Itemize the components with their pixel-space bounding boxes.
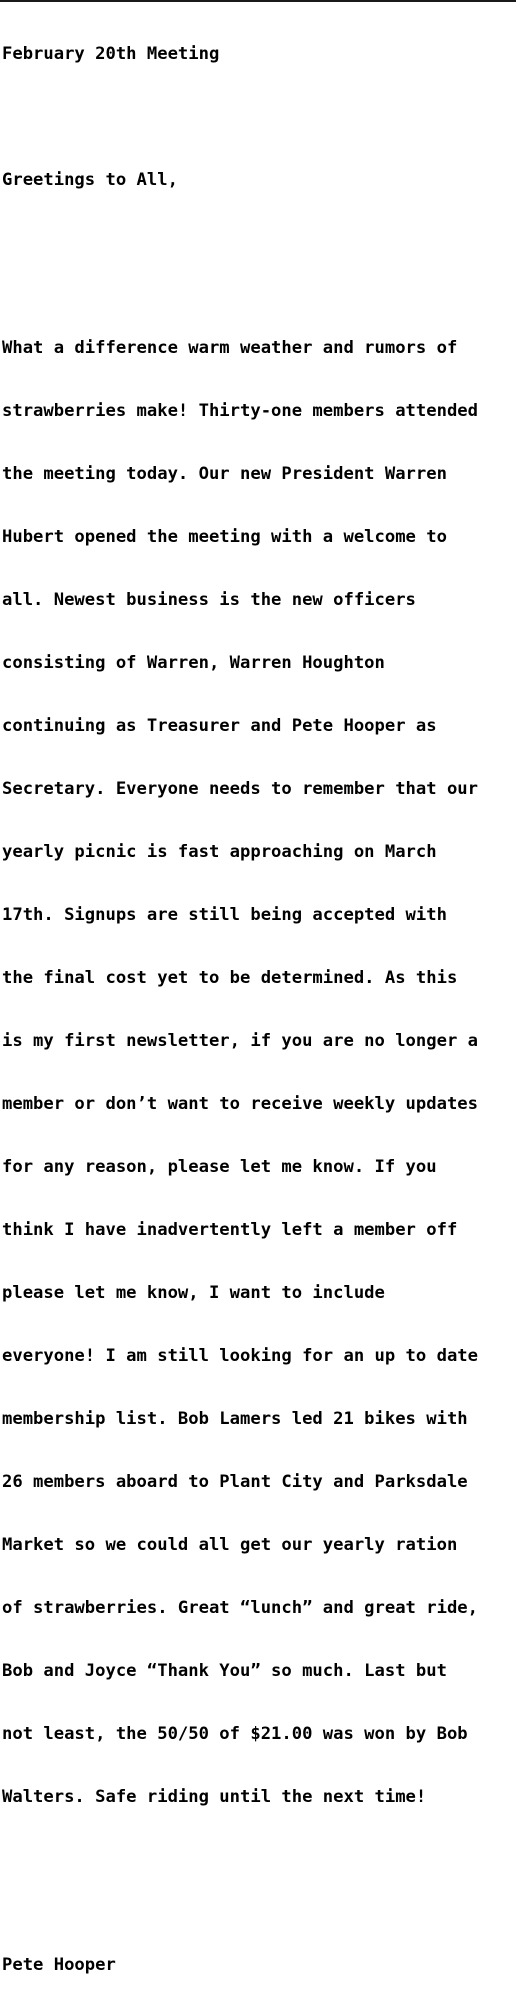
signature: Pete Hooper: [2, 1955, 116, 1975]
body-line: everyone! I am still looking for an up to date: [2, 1346, 478, 1366]
body-line: for any reason, please let me know. If you: [2, 1157, 437, 1177]
body-line: Secretary. Everyone needs to remember that our: [2, 779, 478, 799]
body-line: is my first newsletter, if you are no longer a: [2, 1031, 478, 1051]
body-paragraph: [2, 296, 514, 1850]
blank-line: [2, 107, 514, 128]
body-line: all. Newest business is the new officers: [2, 590, 416, 610]
body-line: of strawberries. Great “lunch” and great ride,: [2, 1598, 478, 1618]
body-line: strawberries make! Thirty-one members attended: [2, 401, 478, 421]
body-line: continuing as Treasurer and Pete Hooper as: [2, 716, 437, 736]
document-title: February 20th Meeting: [2, 44, 220, 64]
blank-line: [2, 1892, 514, 1913]
body-line: 17th. Signups are still being accepted with: [2, 905, 447, 925]
body-line: please let me know, I want to include: [2, 1283, 385, 1303]
body-line: yearly picnic is fast approaching on March: [2, 842, 437, 862]
body-line: think I have inadvertently left a member off: [2, 1220, 458, 1240]
body-line: Walters. Safe riding until the next time!: [2, 1787, 427, 1807]
body-line: the final cost yet to be determined. As this: [2, 968, 458, 988]
newsletter-document: [2, 2, 514, 1997]
body-line: membership list. Bob Lamers led 21 bikes with: [2, 1409, 468, 1429]
body-line: member or don’t want to receive weekly updates: [2, 1094, 478, 1114]
blank-line: [2, 233, 514, 254]
body-line: 26 members aboard to Plant City and Parksdale: [2, 1472, 468, 1492]
body-line: Market so we could all get our yearly ration: [2, 1535, 458, 1555]
body-line: not least, the 50/50 of $21.00 was won by Bob: [2, 1724, 468, 1744]
body-line: Hubert opened the meeting with a welcome to: [2, 527, 447, 547]
body-line: Bob and Joyce “Thank You” so much. Last but: [2, 1661, 447, 1681]
body-line: consisting of Warren, Warren Houghton: [2, 653, 385, 673]
greeting: Greetings to All,: [2, 170, 178, 190]
body-line: the meeting today. Our new President Warren: [2, 464, 447, 484]
body-line: What a difference warm weather and rumors of: [2, 338, 458, 358]
